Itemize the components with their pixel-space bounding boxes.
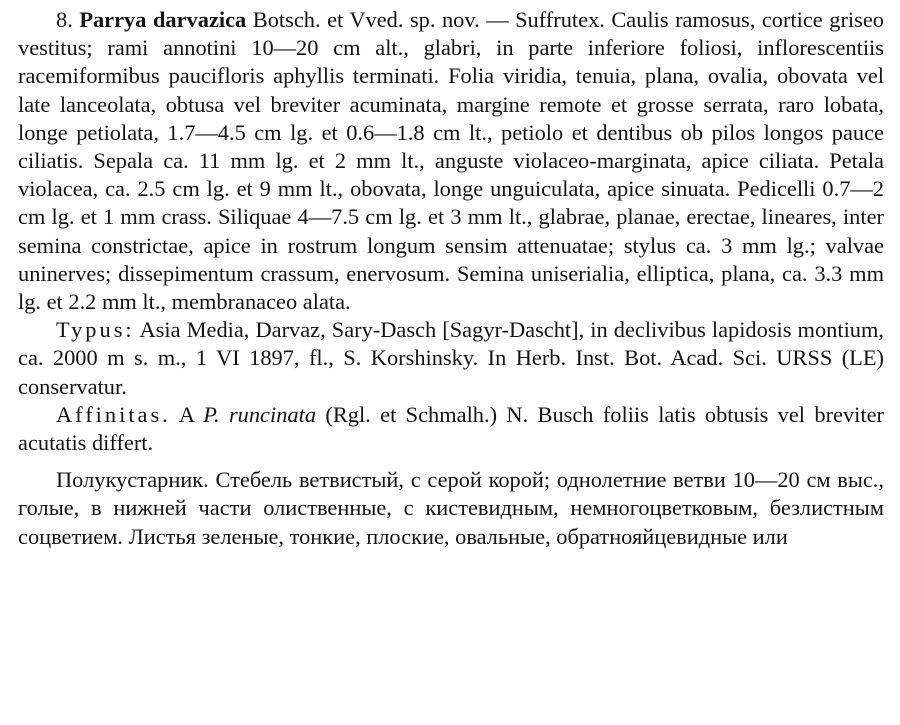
affinitas-prefix: A — [178, 401, 194, 427]
typus-label: Typus: — [56, 317, 135, 343]
latin-description — [18, 6, 884, 316]
affinitas-paragraph — [18, 401, 884, 457]
related-species-name: P. runcinata — [203, 401, 317, 427]
genus-name: Parrya — [79, 7, 147, 32]
typus-paragraph — [18, 316, 884, 401]
affinitas-text: (Rgl. et Schmalh.) N. Busch foliis latis obtusis vel breviter acutatis differt. — [18, 401, 884, 456]
typus-text: Asia Media, Darvaz, Sary-Dasch [Sagyr-Dascht], in declivibus lapidosis montium, ca. 2000 m s. m., 1 VI 1897, fl., S. Korshinsky. In Herb. Inst. Bot. Acad. Sci. URSS (LE) conservatur. — [18, 317, 884, 399]
species-epithet: darvazica — [152, 7, 247, 32]
russian-description — [18, 466, 884, 551]
document-page — [18, 6, 884, 551]
russian-description-text: Полукустарник. Стебель ветвистый, с серой корой; однолетние ветви 10—20 см выс., голые, в нижней части олиственные, с кистевидным, немногоцветковым, безлистным соцветием. Листья зеленые, тонкие, плоские, овальные, обратнояйцевидные или — [18, 467, 884, 549]
paragraph-gap — [18, 457, 884, 466]
affinitas-label: Affinitas. — [56, 401, 171, 427]
latin-description-text: Botsch. et Vved. sp. nov. — Suffrutex. Caulis ramosus, cortice griseo vestitus; rami annotini 10—20 cm alt., glabri, in parte inferiore foliosi, inflorescentiis racemiformibus paucifloris aphyllis terminati. Folia viridia, tenuia, plana, ovalia, obovata vel late lanceolata, obtusa vel breviter acuminata, margine remote et grosse serrata, raro lobata, longe petiolata, 1.7—4.5 cm lg. et 0.6—1.8 cm lt., petiolo et dentibus ob pilos longos pauce ciliatis. Sepala ca. 11 mm lg. et 2 mm lt., anguste violaceo-marginata, apice ciliata. Petala violacea, ca. 2.5 cm lg. et 9 mm lt., obovata, longe unguiculata, apice sinuata. Pedicelli 0.7—2 cm lg. et 1 mm crass. Siliquae 4—7.5 cm lg. et 3 mm lt., glabrae, planae, erectae, lineares, inter semina constrictae, apice in rostrum longum sensim attenuatae; stylus ca. 3 mm lg.; valvae uninerves; dissepimentum crassum, enervosum. Semina uniserialia, elliptica, plana, ca. 3.3 mm lg. et 2.2 mm lt., membranaceo alata. — [18, 7, 884, 315]
species-number: 8. — [56, 7, 73, 32]
